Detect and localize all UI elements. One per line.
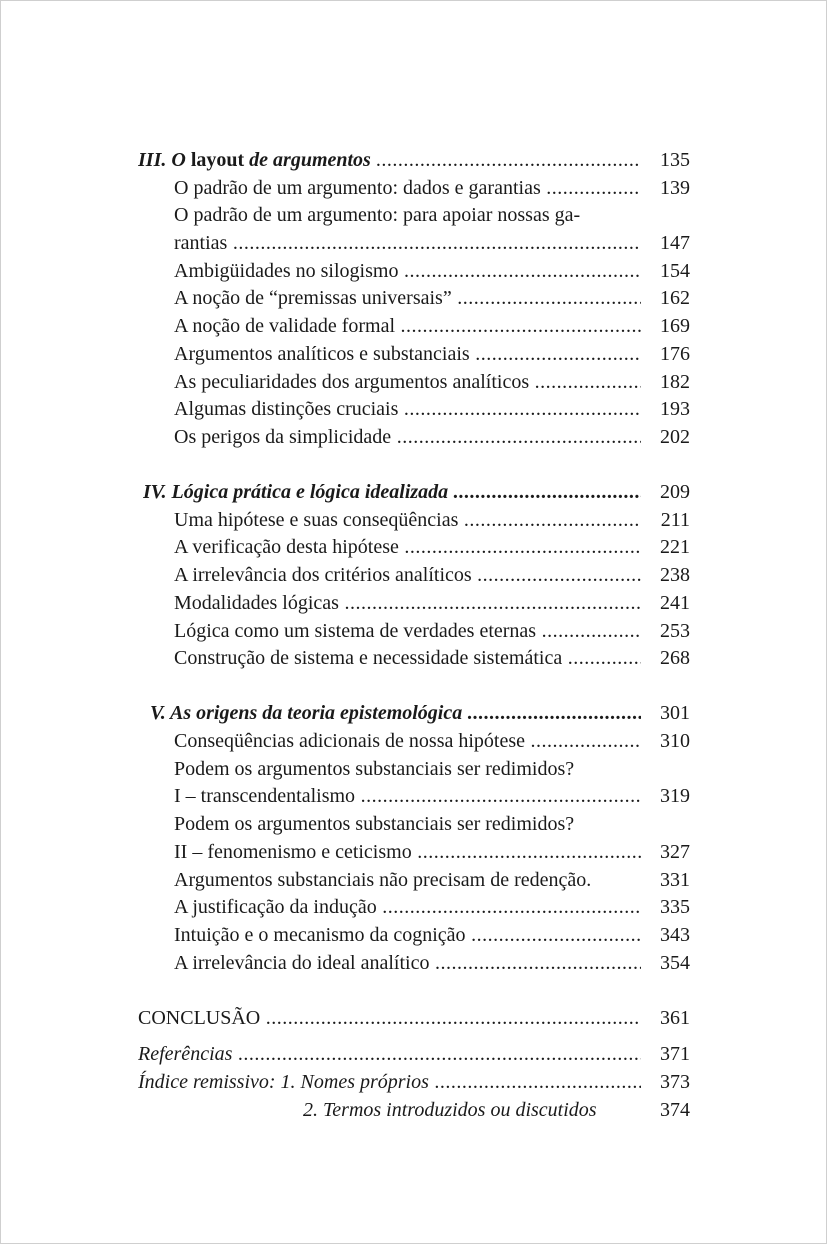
toc-item: Argumentos analíticos e substanciais ..... 176 xyxy=(1,341,827,369)
toc-item: Uma hipótese e suas conseqüências ..... 211 xyxy=(1,507,827,535)
table-of-contents xyxy=(1,147,827,1125)
toc-item: A justificação da indução ..... 335 xyxy=(1,894,827,922)
toc-item: A irrelevância dos critérios analíticos ..... 238 xyxy=(1,562,827,590)
toc-item: I – transcendentalismo ..... 319 xyxy=(1,783,827,811)
toc-item: A verificação desta hipótese ..... 221 xyxy=(1,534,827,562)
toc-item: Podem os argumentos substanciais ser redimidos? xyxy=(174,813,575,836)
toc-item: O padrão de um argumento: dados e garantias ..... 139 xyxy=(1,175,827,203)
chapter-3-heading xyxy=(1,147,827,175)
chapter-5-heading: V. As origens da teoria epistemológica ..... 301 xyxy=(1,700,827,728)
chapter-4-heading: IV. Lógica prática e lógica idealizada ..... 209 xyxy=(1,479,827,507)
toc-item: Intuição e o mecanismo da cognição ..... 343 xyxy=(1,922,827,950)
index-entry-2: 2. Termos introduzidos ou discutidos 374 xyxy=(303,1098,690,1121)
references-entry: Referências ..... 371 xyxy=(1,1041,827,1069)
chapter-3-title: III. O layout de argumentos ..... xyxy=(138,147,641,175)
toc-item: Ambigüidades no silogismo ..... 154 xyxy=(1,258,827,286)
toc-item: Conseqüências adicionais de nossa hipótese ..... 310 xyxy=(1,728,827,756)
toc-item: As peculiaridades dos argumentos analíticos ..... 182 xyxy=(1,369,827,397)
toc-item: Lógica como um sistema de verdades eternas ..... 253 xyxy=(1,618,827,646)
page-number: 135 xyxy=(660,149,690,171)
conclusion-entry: CONCLUSÃO ..... 361 xyxy=(1,1005,827,1033)
toc-item: O padrão de um argumento: para apoiar nossas ga- xyxy=(174,204,581,227)
toc-item: A noção de validade formal ..... 169 xyxy=(1,313,827,341)
index-entry-1: Índice remissivo: 1. Nomes próprios ..... 373 xyxy=(1,1069,827,1097)
chapter-4-title: IV. Lógica prática e lógica idealizada ..... xyxy=(143,479,641,507)
toc-item: Algumas distinções cruciais ..... 193 xyxy=(1,396,827,424)
toc-item: Os perigos da simplicidade ..... 202 xyxy=(1,424,827,452)
toc-item: rantias ..... 147 xyxy=(1,230,827,258)
toc-item: Construção de sistema e necessidade sistemática ..... 268 xyxy=(1,645,827,673)
toc-item: Modalidades lógicas ..... 241 xyxy=(1,590,827,618)
toc-item: A noção de “premissas universais” ..... 162 xyxy=(1,285,827,313)
chapter-5-title: V. As origens da teoria epistemológica ..... xyxy=(150,700,641,728)
toc-item: A irrelevância do ideal analítico ..... 354 xyxy=(1,950,827,978)
toc-item: II – fenomenismo e ceticismo ..... 327 xyxy=(1,839,827,867)
toc-item: Argumentos substanciais não precisam de redenção. 331 xyxy=(174,868,690,891)
toc-item: Podem os argumentos substanciais ser redimidos? xyxy=(174,757,575,780)
